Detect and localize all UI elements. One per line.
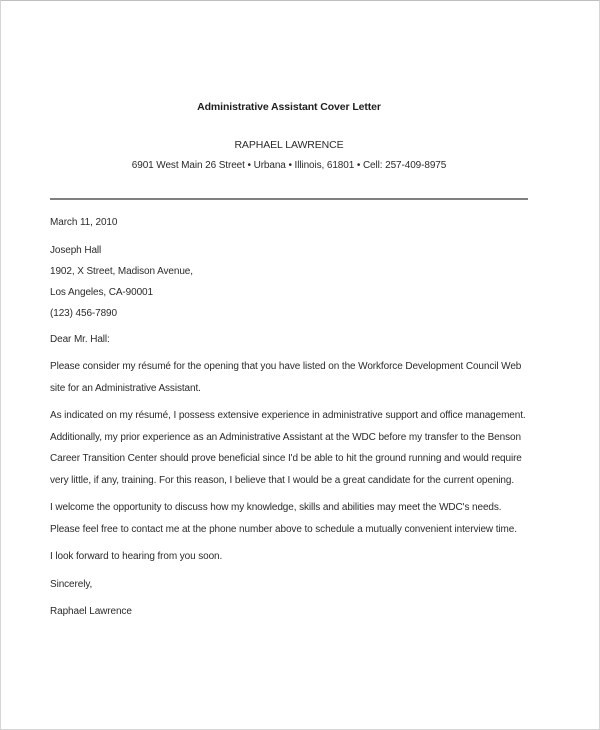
letter-body — [50, 200, 528, 623]
recipient-address-line2: Los Angeles, CA-90001 — [50, 287, 153, 299]
letter-date: March 11, 2010 — [50, 217, 118, 228]
salutation: Dear Mr. Hall: — [50, 333, 110, 345]
body-paragraph: Please consider my résumé for the opening that you have listed on the Workforce Development Council Web site for an Administrative Assistant. — [50, 361, 522, 394]
sender-name: RAPHAEL LAWRENCE — [234, 139, 344, 151]
recipient-phone: (123) 456-7890 — [50, 308, 117, 320]
sender-contact-line: 6901 West Main 26 Street • Urbana • Illinois, 61801 • Cell: 257-409-8975 — [131, 160, 447, 171]
signature-name: Raphael Lawrence — [50, 606, 132, 618]
body-paragraph: I welcome the opportunity to discuss how my knowledge, skills and abilities may meet the WDC's needs. Please feel free to contact me at the phone number above to schedule a mutually convenient interview time. — [50, 502, 517, 535]
recipient-name: Joseph Hall — [50, 244, 102, 256]
valediction: Sincerely, — [50, 578, 93, 590]
letter-content — [1, 1, 599, 623]
closing-line: I look forward to hearing from you soon. — [50, 551, 223, 563]
body-paragraph: As indicated on my résumé, I possess extensive experience in administrative support and office management. Additionally, my prior experience as an Administrative Assistant at the WDC before my transfer to the Benson Career Transition Center should prove beneficial since I'd be able to hit the ground running and would require very little, if any, training. For this reason, I believe that I would be a great candidate for the current opening. — [50, 410, 526, 486]
recipient-address-line1: 1902, X Street, Madison Avenue, — [50, 265, 193, 277]
recipient-block — [50, 240, 528, 325]
document-title: Administrative Assistant Cover Letter — [197, 101, 381, 113]
